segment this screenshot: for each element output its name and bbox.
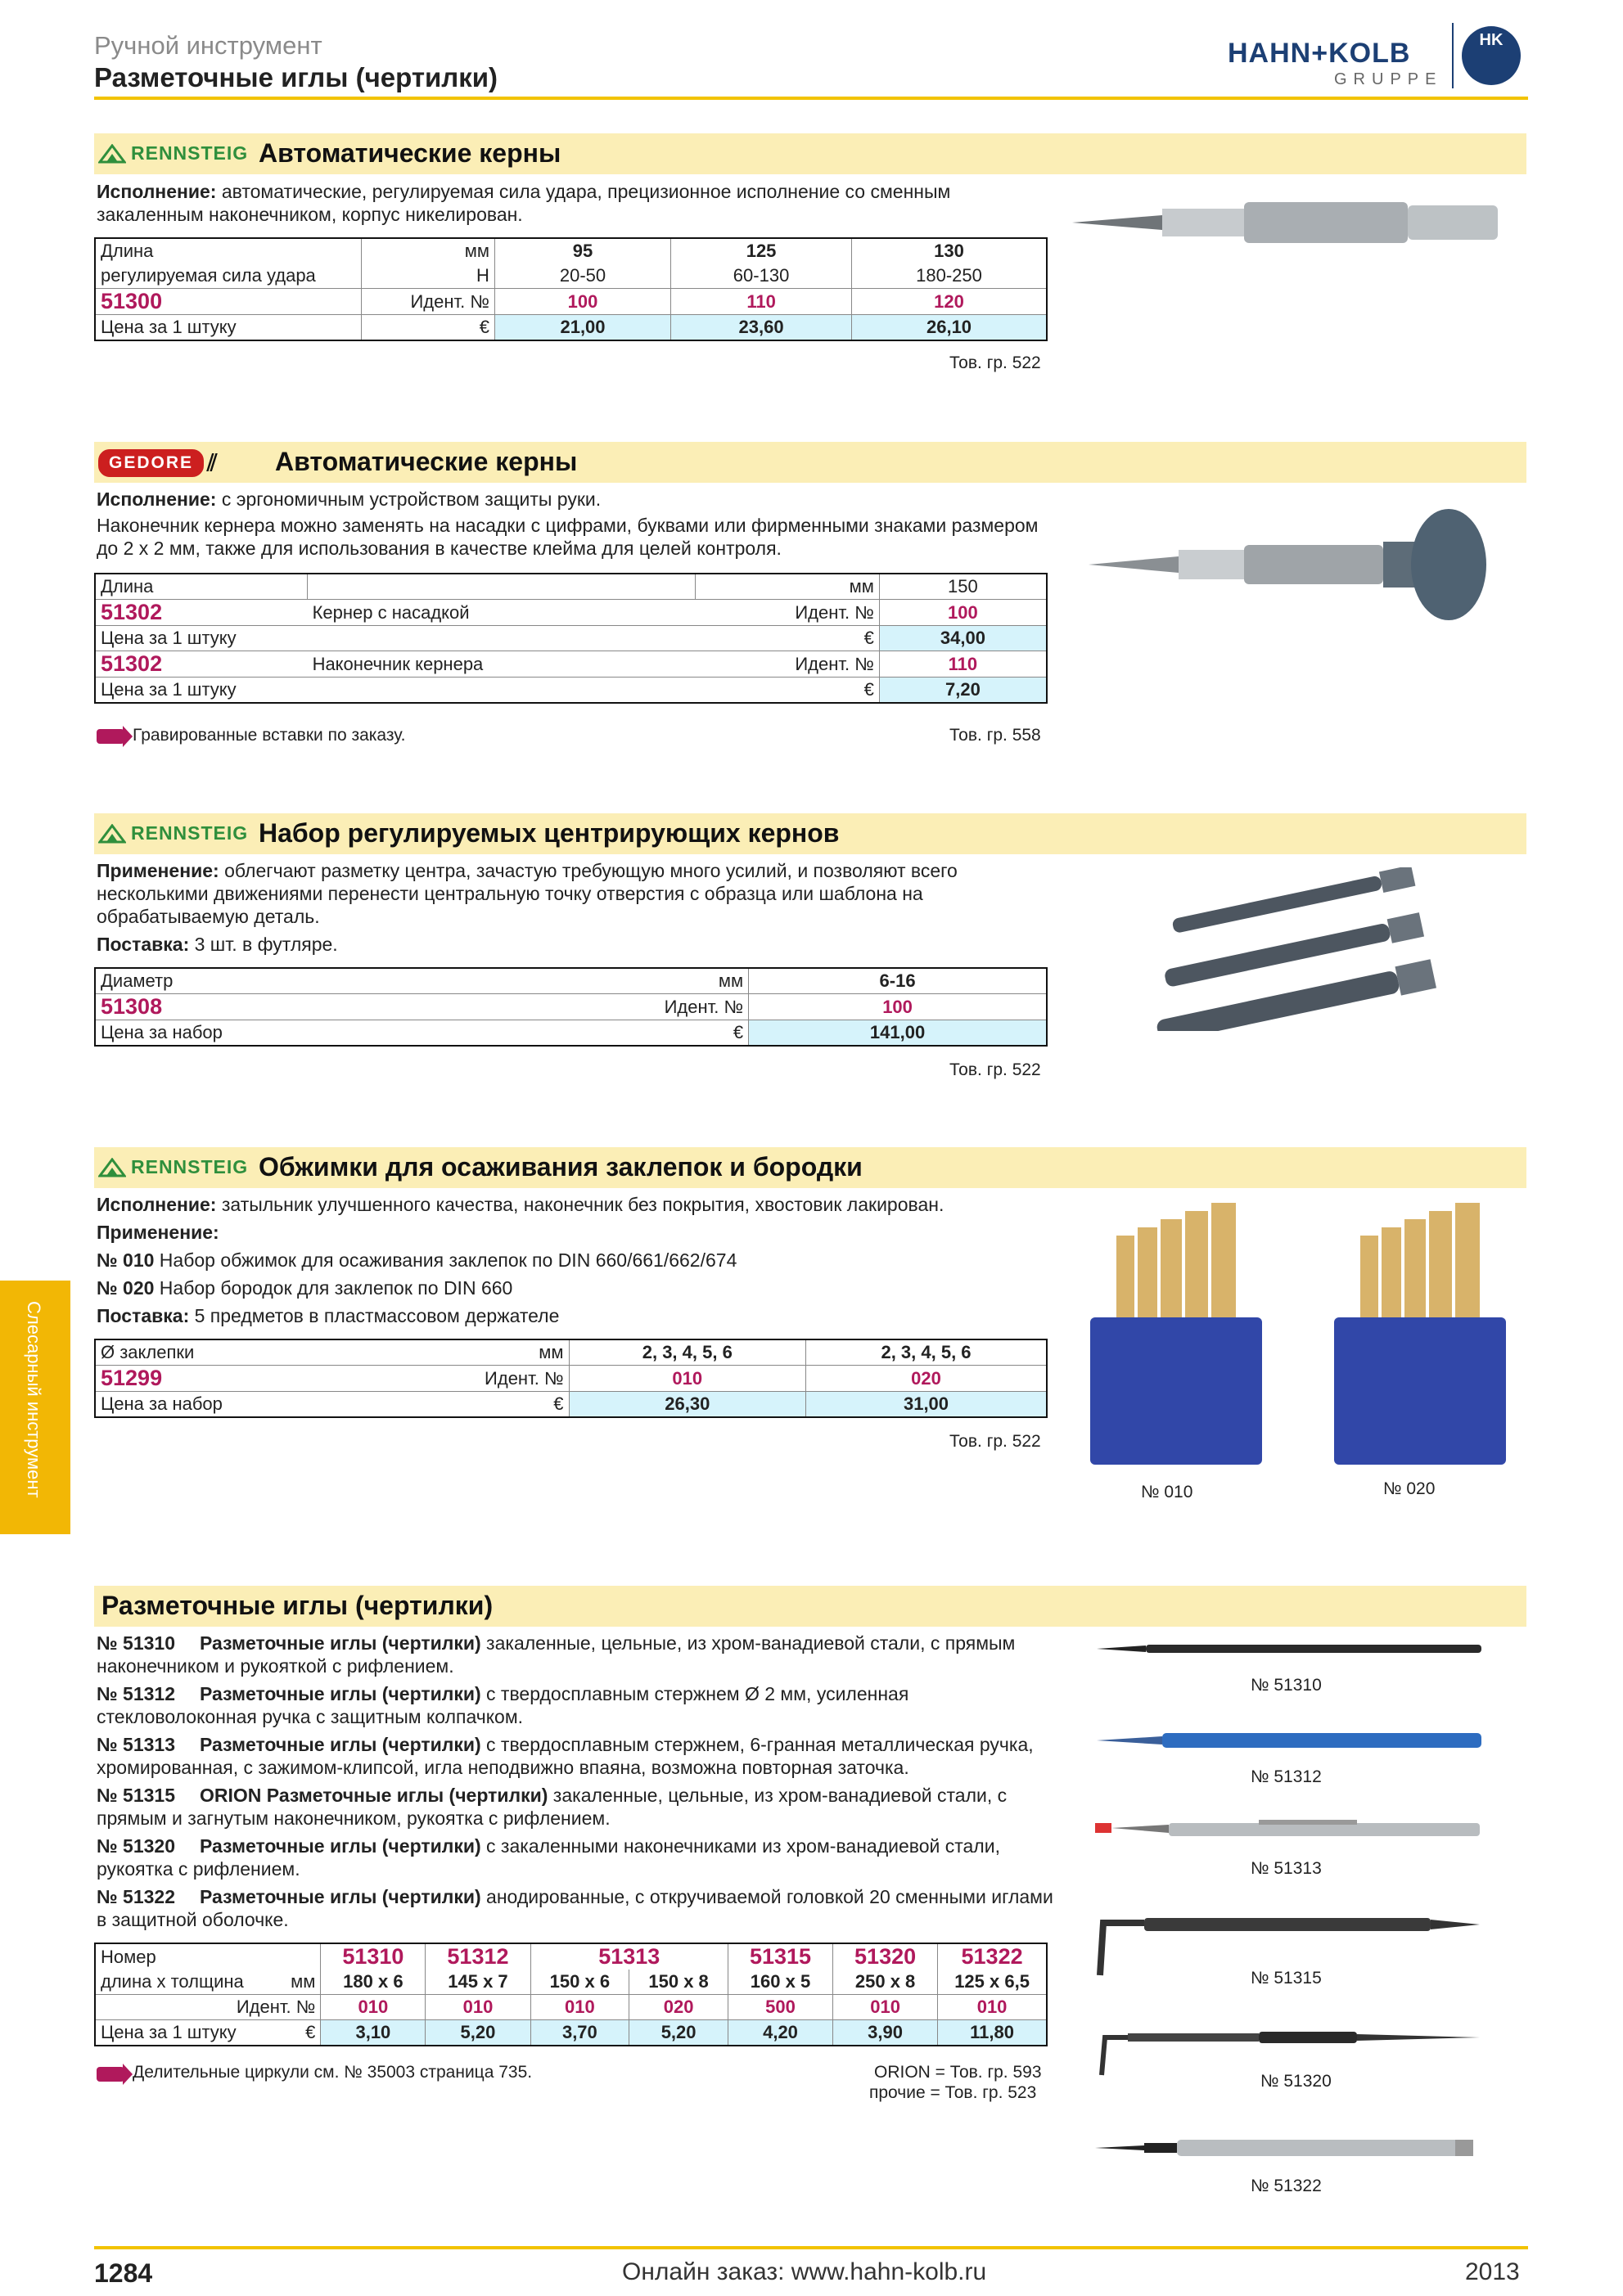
note: Гравированные вставки по заказу. bbox=[133, 726, 406, 745]
article-number: 51299 bbox=[95, 1366, 324, 1392]
scriber-item: № 51322 Разметочные иглы (чертилки) анодированные, с откручиваемой головкой 20 сменными иглами в защитной оболочке. bbox=[97, 1886, 1053, 1930]
scriber-item: № 51315 ORION Разметочные иглы (чертилки) закаленные, цельные, из хром-ванадиевой стали, с прямым и загнутым наконечником, рукоятка с рифлением. bbox=[97, 1785, 1008, 1829]
image-caption: № 51315 bbox=[1251, 1969, 1322, 1988]
scriber-51322-image bbox=[1095, 2136, 1488, 2160]
item-020: № 020 Набор бородок для заклепок по DIN 660 bbox=[97, 1277, 513, 1299]
center-punch-image bbox=[1072, 184, 1522, 258]
application-label: Применение: bbox=[97, 1222, 219, 1243]
spec-table: Длина мм 95 125 130 регулируемая сила удара Н 20-50 60-130 180-250 51300 Идент. № 100 110 120 Цена за 1 штуку € 21,00 23,60 26,10 bbox=[94, 237, 1048, 341]
section-title: Набор регулируемых центрирующих кернов bbox=[259, 818, 840, 848]
article-number: 51308 bbox=[95, 994, 422, 1020]
scriber-item: № 51320 Разметочные иглы (чертилки) с закаленными наконечниками из хром-ванадиевой стали, рукоятка с рифлением. bbox=[97, 1835, 1000, 1880]
article-number: 51300 bbox=[95, 289, 362, 315]
product-group-orion: ORION = Тов. гр. 593 bbox=[874, 2063, 1042, 2082]
section-title: Обжимки для осаживания заклепок и бородки bbox=[259, 1152, 863, 1182]
page-title: Разметочные иглы (чертилки) bbox=[94, 62, 498, 92]
logo-mark: HK bbox=[1462, 26, 1521, 85]
supply-text: Поставка: 5 предметов в пластмассовом держателе bbox=[97, 1305, 560, 1326]
image-caption: № 010 bbox=[1141, 1483, 1193, 1501]
scriber-item: № 51313 Разметочные иглы (чертилки) с твердосплавным стержнем, 6-гранная металлическая ручка, хромированная, с зажимом-клипсой, игла неподвижно впаяна, возможна повторная заточка. bbox=[97, 1734, 1034, 1778]
header-category: Ручной инструмент bbox=[94, 31, 322, 60]
scriber-table: Номер 51310 51312 51313 51315 51320 51322 длина x толщина мм 180 x 6 145 x 7 150 x 6 150 x 8 160 x 5 250 x 8 125 x 6,5 Идент. № 010 010 010 020 500 010 010 Цена за 1 штуку € 3,10 5,20 3,70 5,20 4,20 3,90 11,80 bbox=[94, 1943, 1048, 2046]
image-caption: № 020 bbox=[1383, 1479, 1436, 1498]
product-group-other: прочие = Тов. гр. 523 bbox=[869, 2083, 1037, 2102]
rennsteig-logo: RENNSTEIG bbox=[98, 142, 248, 164]
scriber-51312-image bbox=[1097, 1728, 1490, 1753]
section-description: Исполнение: автоматические, регулируемая сила удара, прецизионное исполнение со сменным закаленным наконечником, корпус никелирован. bbox=[97, 181, 951, 225]
header-divider bbox=[94, 97, 1528, 100]
spec-table: Ø заклепки мм 2, 3, 4, 5, 6 2, 3, 4, 5, 6 51299 Идент. № 010 020 Цена за набор € 26,30 31,00 bbox=[94, 1339, 1048, 1418]
article-number: 51302 bbox=[95, 600, 308, 626]
section-description: Исполнение: затыльник улучшенного качества, наконечник без покрытия, хвостовик лакирован. bbox=[97, 1194, 944, 1215]
item-010: № 010 Набор обжимок для осаживания заклепок по DIN 660/661/662/674 bbox=[97, 1249, 737, 1271]
footer-divider bbox=[94, 2246, 1528, 2249]
logo: HAHN+KOLB bbox=[1228, 38, 1411, 69]
centering-punch-set-image bbox=[1146, 867, 1457, 1031]
logo-separator bbox=[1452, 23, 1454, 88]
rivet-set-020-image bbox=[1332, 1203, 1513, 1473]
spec-table: Длина мм 150 51302 Кернер с насадкой Идент. № 100 Цена за 1 штуку € 34,00 51302 Наконечник кернера Идент. № 110 Цена за 1 штуку € 7,20 bbox=[94, 573, 1048, 704]
scriber-item: № 51310 Разметочные иглы (чертилки) закаленные, цельные, из хром-ванадиевой стали, с прямым наконечником и рукояткой с рифлением. bbox=[97, 1632, 1016, 1677]
scriber-51320-image bbox=[1095, 2029, 1488, 2078]
side-tab-label: Слесарный инструмент bbox=[24, 1301, 44, 1498]
arrow-icon bbox=[97, 2067, 124, 2082]
image-caption: № 51320 bbox=[1260, 2072, 1332, 2091]
section-title: Разметочные иглы (чертилки) bbox=[101, 1591, 494, 1620]
product-group: Тов. гр. 522 bbox=[949, 353, 1041, 372]
catalog-year: 2013 bbox=[1465, 2258, 1520, 2285]
supply-text: Поставка: 3 шт. в футляре. bbox=[97, 934, 338, 955]
order-link[interactable]: Онлайн заказ: www.hahn-kolb.ru bbox=[622, 2258, 987, 2285]
product-group: Тов. гр. 558 bbox=[949, 726, 1041, 745]
image-caption: № 51312 bbox=[1251, 1767, 1322, 1786]
logo-subtitle: GRUPPE bbox=[1334, 70, 1443, 88]
image-caption: № 51322 bbox=[1251, 2177, 1322, 2195]
rivet-set-010-image bbox=[1089, 1203, 1269, 1473]
gedore-punch-image bbox=[1089, 499, 1514, 622]
article-number: 51302 bbox=[95, 651, 308, 678]
image-caption: № 51313 bbox=[1251, 1859, 1322, 1878]
product-group: Тов. гр. 522 bbox=[949, 1060, 1041, 1079]
section-description-2: Наконечник кернера можно заменять на насадки с цифрами, буквами или фирменными знаками размером до 2 x 2 мм, также для использования в качестве клейма для целей контроля. bbox=[97, 515, 1039, 559]
scriber-item: № 51312 Разметочные иглы (чертилки) с твердосплавным стержнем Ø 2 мм, усиленная стекловолоконная ручка с защитным колпачком. bbox=[97, 1683, 909, 1727]
page-number: 1284 bbox=[94, 2258, 153, 2288]
section-title: Автоматические керны bbox=[275, 447, 578, 476]
section-description: Применение: облегчают разметку центра, зачастую требующую много усилий, и позволяют всего несколькими движениями перенести центральную точку отверстия с образца или шаблона на обрабатываемую деталь. bbox=[97, 860, 958, 927]
spec-table: Диаметр мм 6-16 51308 Идент. № 100 Цена за набор € 141,00 bbox=[94, 967, 1048, 1047]
product-group: Тов. гр. 522 bbox=[949, 1432, 1041, 1451]
section-title: Автоматические керны bbox=[259, 138, 561, 168]
note: Делительные циркули см. № 35003 страница 735. bbox=[133, 2063, 533, 2082]
scriber-51313-image bbox=[1095, 1817, 1488, 1844]
gedore-logo: GEDORE ⫽ bbox=[98, 449, 218, 477]
section-description: Исполнение: с эргономичным устройством защиты руки. bbox=[97, 488, 602, 510]
arrow-icon bbox=[97, 729, 124, 744]
scriber-51310-image bbox=[1097, 1641, 1490, 1657]
image-caption: № 51310 bbox=[1251, 1676, 1322, 1695]
rennsteig-logo: RENNSTEIG bbox=[98, 1156, 248, 1178]
rennsteig-logo: RENNSTEIG bbox=[98, 822, 248, 844]
